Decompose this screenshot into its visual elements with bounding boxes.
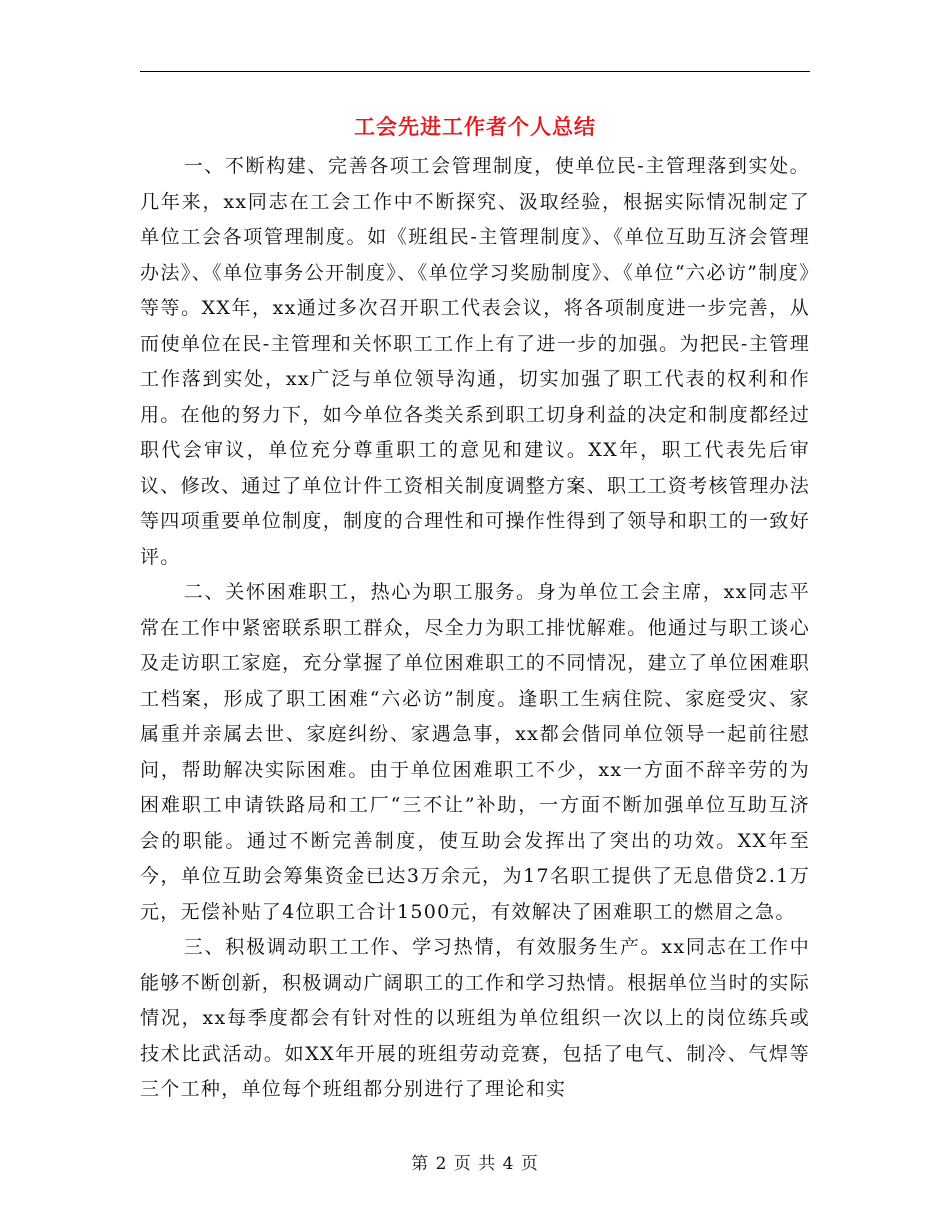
paragraph-1: 一、不断构建、完善各项工会管理制度，使单位民-主管理落到实处。几年来，xx同志在工会工作中不断探究、汲取经验，根据实际情况制定了单位工会各项管理制度。如《班组民-主管理制度》、《单位互助互济会管理办法》、《单位事务公开制度》、《单位学习奖励制度》、《单位“六必访”制度》等等。XX年，xx通过多次召开职工代表会议，将各项制度进一步完善，从而使单位在民-主管理和关怀职工工作上有了进一步的加强。为把民-主管理工作落到实处，xx广泛与单位领导沟通，切实加强了职工代表的权利和作用。在他的努力下，如今单位各类关系到职工切身利益的决定和制度都经过职代会审议，单位充分尊重职工的意见和建议。XX年，职工代表先后审议、修改、通过了单位计件工资相关制度调整方案、职工工资考核管理办法等四项重要单位制度，制度的合理性和可操作性得到了领导和职工的一致好评。 [140, 155, 810, 568]
page-number: 第 2 页 共 4 页 [411, 1154, 539, 1174]
header-rule [140, 71, 810, 72]
document-body [140, 149, 810, 1108]
paragraph-3: 三、积极调动职工工作、学习热情，有效服务生产。xx同志在工作中能够不断创新，积极调动广阔职工的工作和学习热情。根据单位当时的实际情况，xx每季度都会有针对性的以班组为单位组织一次以上的岗位练兵或技术比武活动。如XX年开展的班组劳动竞赛，包括了电气、制冷、气焊等三个工种，单位每个班组都分别进行了理论和实 [140, 936, 810, 1100]
paragraph-2: 二、关怀困难职工，热心为职工服务。身为单位工会主席，xx同志平常在工作中紧密联系职工群众，尽全力为职工排忧解难。他通过与职工谈心及走访职工家庭，充分掌握了单位困难职工的不同情况，建立了单位困难职工档案，形成了职工困难“六必访”制度。逢职工生病住院、家庭受灾、家属重并亲属去世、家庭纠纷、家遇急事，xx都会偕同单位领导一起前往慰问，帮助解决实际困难。由于单位困难职工不少，xx一方面不辞辛劳的为困难职工申请铁路局和工厂“三不让”补助，一方面不断加强单位互助互济会的职能。通过不断完善制度，使互助会发挥出了突出的功效。XX年至今，单位互助会筹集资金已达3万余元，为17名职工提供了无息借贷2.1万元，无偿补贴了4位职工合计1500元，有效解决了困难职工的燃眉之急。 [140, 581, 810, 923]
document-title: 工会先进工作者个人总结 [354, 114, 596, 139]
